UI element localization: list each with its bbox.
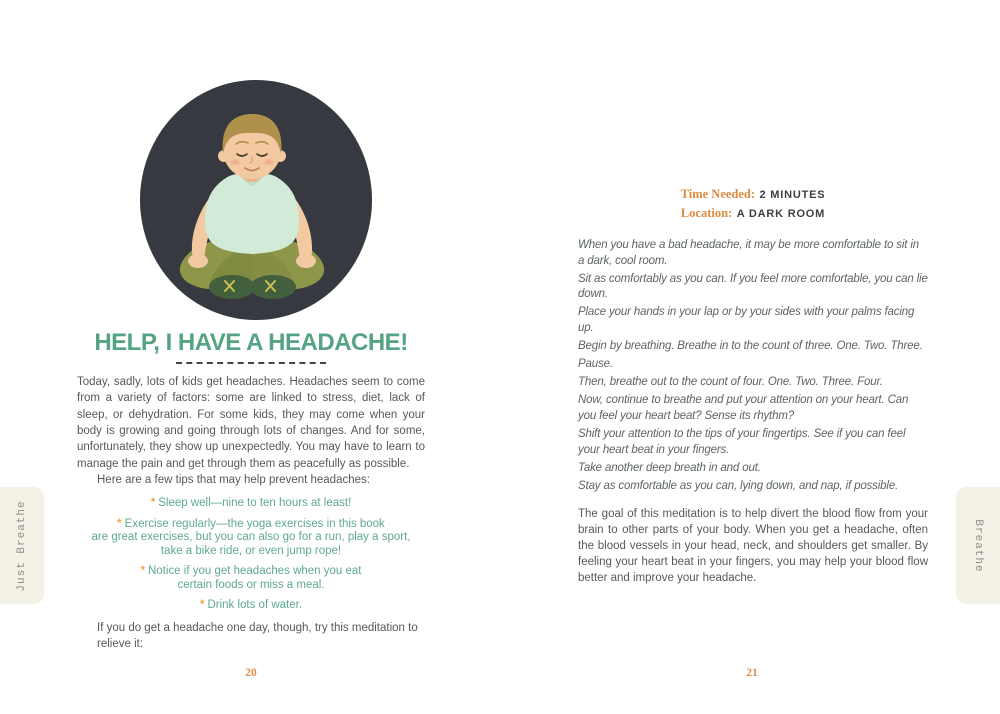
instruction-line: Begin by breathing. Breathe in to the count of three. One. Two. Three. (578, 340, 923, 353)
page-number-right: 21 (746, 667, 758, 679)
asterisk-bullet-icon: * (199, 599, 205, 612)
instruction-line: Stay as comfortable as you can, lying down, and nap, if possible. (578, 479, 899, 492)
meditating-boy-illustration (132, 76, 372, 326)
instruction-line: Place your hands in your lap or by your sides with your palms facing up. (578, 306, 915, 334)
asterisk-bullet-icon: * (140, 565, 145, 578)
goal-paragraph: The goal of this meditation is to help divert the blood flow from your brain to other parts of your body. When you get a headache, often the blood vessels in your head, neck, and shoulders get smaller. By feeling your heart beat in your fingers, you may help your blood flow better and improve your headache. (578, 508, 928, 585)
page-number-left: 20 (245, 667, 257, 679)
right-page-content (578, 185, 928, 586)
right-blush (265, 159, 274, 165)
instruction-list (578, 238, 928, 494)
time-needed-row (578, 185, 928, 204)
instruction-line: Pause. (578, 358, 613, 371)
tips-list (77, 497, 425, 613)
left-edge-tab (0, 487, 44, 604)
tip-item (77, 518, 425, 559)
time-needed-label: Time Needed: (680, 187, 756, 201)
left-tab-label: Just Breathe (16, 499, 28, 592)
left-blush (231, 159, 240, 165)
tip-text: take a bike ride, or even jump rope! (160, 544, 342, 557)
asterisk-bullet-icon: * (117, 517, 122, 530)
title-dashed-divider (176, 362, 326, 364)
left-hand (188, 254, 208, 268)
tips-lead-line: Here are a few tips that may help prevent headaches: (97, 473, 370, 486)
time-needed-value: 2 MINUTES (759, 189, 826, 201)
tip-item (77, 599, 425, 613)
left-shoe (209, 275, 255, 299)
tip-text: Exercise regularly—the yoga exercises in this book (124, 517, 385, 530)
right-hand (296, 254, 316, 268)
tip-text: Drink lots of water. (207, 599, 303, 612)
tip-text: Sleep well—nine to ten hours at least! (158, 497, 352, 510)
closing-line: If you do get a headache one day, though, try this meditation to relieve it: (97, 621, 418, 650)
intro-paragraph: Today, sadly, lots of kids get headaches. Headaches seem to come from a variety of factors: some are linked to stress, diet, lack of sleep, or dehydration. For some kids, they may come when your body is growing and going through lots of changes. And for some, unfortunately, they show up unexpectedly. You may have to learn to manage the pain and get through them as peacefully as possible. (77, 376, 425, 470)
instruction-line: Sit as comfortably as you can. If you feel more comfortable, you can lie down. (578, 272, 928, 301)
tip-text: certain foods or miss a meal. (177, 578, 325, 591)
instruction-line: Now, continue to breathe and put your attention on your heart. Can you feel your heart beat? Sense its rhythm? (578, 394, 909, 422)
tip-text: Notice if you get headaches when you eat (147, 565, 362, 578)
chapter-title: HELP, I HAVE A HEADACHE! (94, 329, 408, 356)
tip-text: are great exercises, but you can also go for a run, play a sport, (91, 531, 411, 544)
tip-item (77, 497, 425, 511)
tip-item (77, 565, 425, 592)
location-row (578, 204, 928, 223)
instruction-line: When you have a bad headache, it may be more comfortable to sit in a dark, cool room. (578, 239, 920, 267)
right-shoe (250, 275, 296, 299)
meditation-meta (578, 185, 928, 223)
instruction-line: Then, breathe out to the count of four. One. Two. Three. Four. (578, 376, 883, 389)
instruction-line: Take another deep breath in and out. (578, 461, 761, 474)
right-edge-tab (956, 487, 1000, 604)
asterisk-bullet-icon: * (150, 497, 156, 510)
location-value: A DARK ROOM (736, 208, 826, 220)
location-label: Location: (680, 206, 733, 220)
instruction-line: Shift your attention to the tips of your fingertips. See if you can feel your heart beat in your fingers. (578, 428, 906, 456)
right-tab-label: Breathe (972, 518, 984, 573)
left-page-content (77, 330, 425, 652)
